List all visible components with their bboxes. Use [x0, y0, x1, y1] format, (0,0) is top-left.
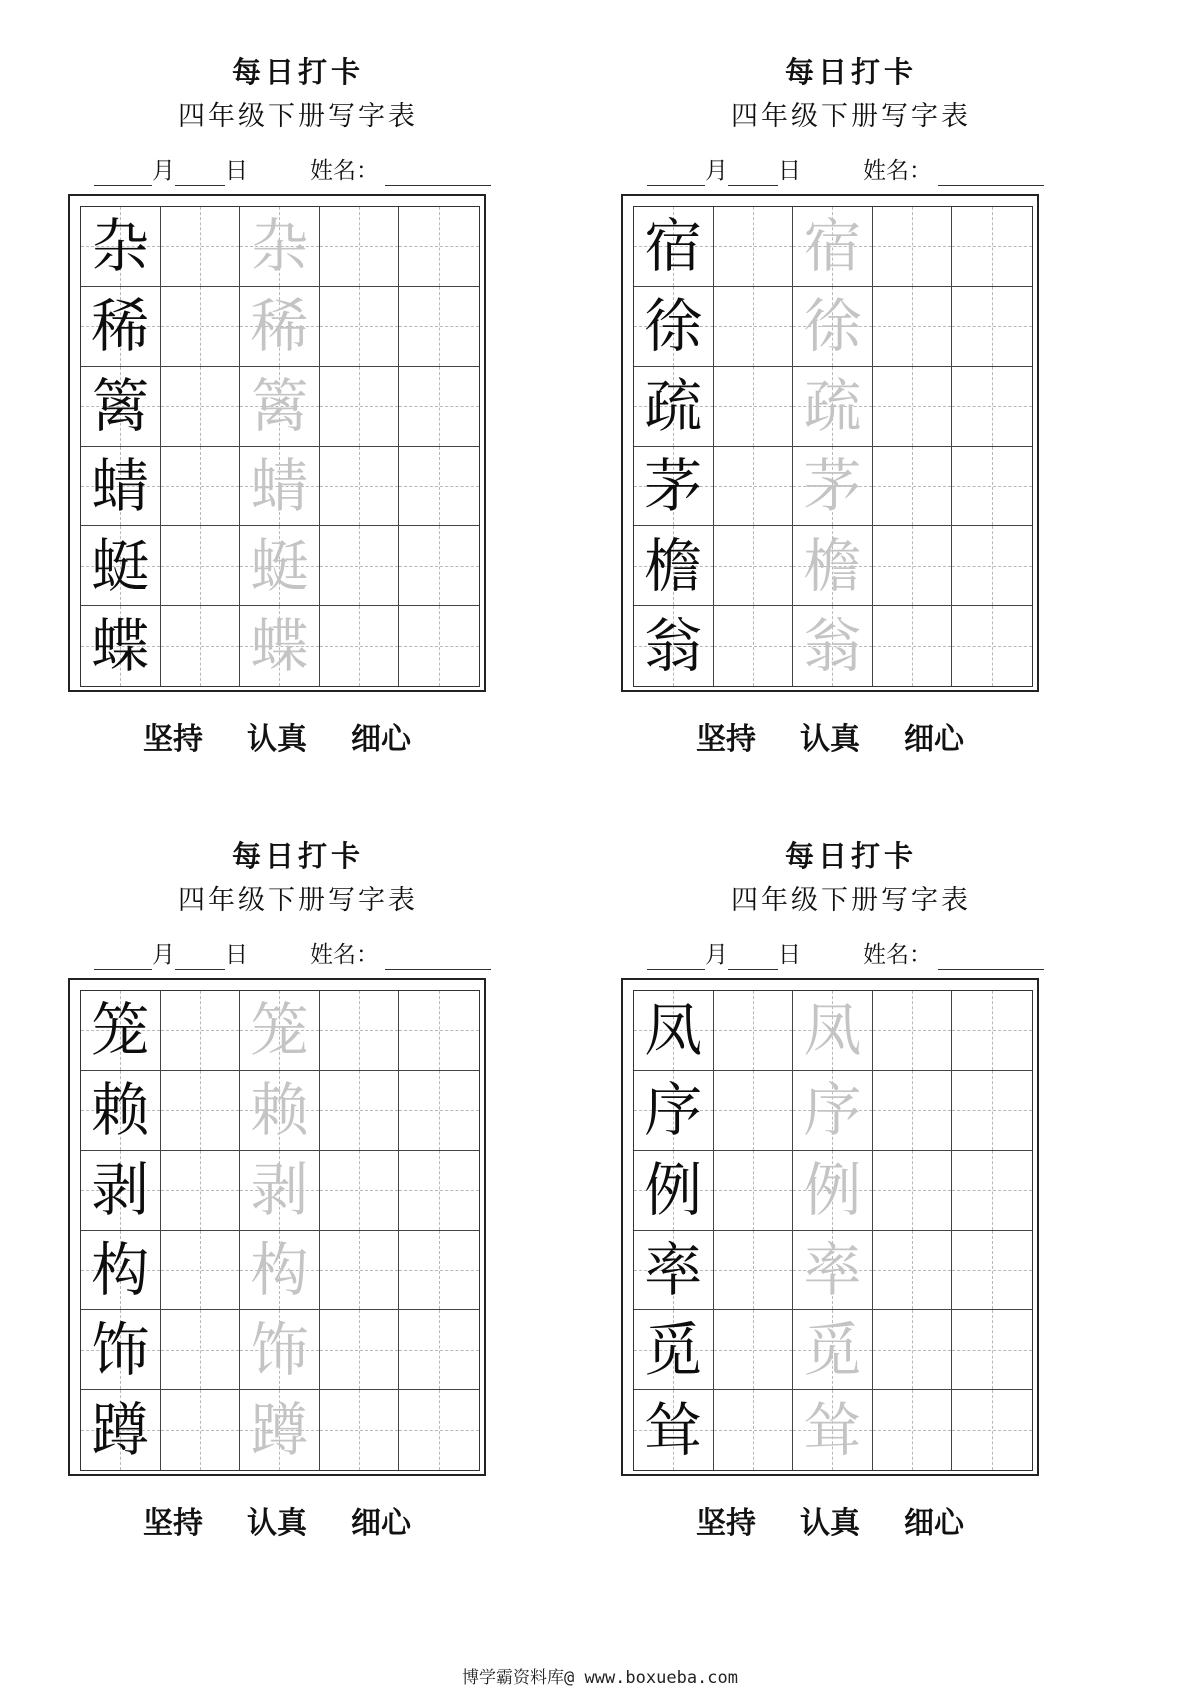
trace-cell: [793, 1071, 873, 1151]
model-cell: [81, 1231, 161, 1311]
model-cell: [634, 207, 714, 287]
model-cell: [634, 1151, 714, 1231]
model-character: 赖: [91, 1076, 150, 1145]
trace-character: 蜻: [250, 451, 309, 520]
day-blank[interactable]: [728, 155, 778, 186]
day-label: 日: [778, 158, 801, 184]
practice-cell[interactable]: [320, 606, 400, 686]
practice-cell[interactable]: [714, 287, 794, 367]
month-blank[interactable]: [94, 939, 152, 970]
trace-cell: [793, 1151, 873, 1231]
writing-grid-frame: [621, 194, 1039, 692]
motto-word: 细心: [351, 1506, 411, 1541]
sheet-title: 每日打卡: [231, 55, 364, 89]
practice-cell[interactable]: [714, 606, 794, 686]
practice-cell[interactable]: [952, 1071, 1032, 1151]
sheet-title: 每日打卡: [231, 839, 364, 873]
trace-character: 杂: [250, 212, 309, 281]
trace-character: 徐: [803, 292, 862, 361]
month-label: 月: [705, 942, 728, 968]
practice-cell[interactable]: [873, 1071, 953, 1151]
model-cell: [634, 1390, 714, 1470]
writing-grid: [80, 990, 480, 1471]
model-character: 例: [644, 1156, 703, 1225]
trace-cell: [240, 1231, 320, 1311]
model-cell: [81, 1310, 161, 1390]
sheet-subtitle: 四年级下册写字表: [731, 885, 971, 916]
motto-row: [68, 1502, 486, 1546]
model-cell: [634, 1071, 714, 1151]
model-character: 翁: [644, 612, 703, 681]
practice-sheet: [68, 42, 528, 757]
practice-cell[interactable]: [161, 1310, 241, 1390]
model-cell: [81, 526, 161, 606]
motto-word: 坚持: [696, 1506, 756, 1541]
practice-cell[interactable]: [714, 526, 794, 606]
practice-cell[interactable]: [714, 1390, 794, 1470]
trace-character: 赖: [250, 1076, 309, 1145]
practice-cell[interactable]: [952, 1390, 1032, 1470]
model-character: 檐: [644, 531, 703, 600]
trace-character: 蹲: [250, 1396, 309, 1465]
model-character: 笼: [91, 996, 150, 1065]
trace-cell: [240, 207, 320, 287]
model-character: 饰: [91, 1315, 150, 1384]
practice-cell[interactable]: [161, 207, 241, 287]
practice-cell[interactable]: [714, 1151, 794, 1231]
trace-cell: [793, 991, 873, 1071]
month-blank[interactable]: [94, 155, 152, 186]
trace-character: 序: [803, 1076, 862, 1145]
practice-cell[interactable]: [399, 367, 479, 447]
month-label: 月: [705, 158, 728, 184]
date-name-row: [94, 934, 534, 976]
practice-sheet: [621, 42, 1081, 757]
practice-cell[interactable]: [952, 991, 1032, 1071]
writing-grid-frame: [621, 978, 1039, 1476]
model-character: 篱: [91, 372, 150, 441]
motto-word: 细心: [904, 722, 964, 757]
trace-character: 茅: [803, 451, 862, 520]
practice-cell[interactable]: [873, 526, 953, 606]
day-label: 日: [778, 942, 801, 968]
trace-character: 例: [803, 1156, 862, 1225]
practice-cell[interactable]: [320, 447, 400, 527]
model-cell: [81, 367, 161, 447]
trace-cell: [240, 526, 320, 606]
trace-cell: [793, 1231, 873, 1311]
trace-character: 饰: [250, 1315, 309, 1384]
practice-cell[interactable]: [873, 1310, 953, 1390]
trace-character: 蜓: [250, 531, 309, 600]
motto-word: 细心: [351, 722, 411, 757]
practice-cell[interactable]: [399, 991, 479, 1071]
model-character: 杂: [91, 212, 150, 281]
motto-word: 坚持: [696, 722, 756, 757]
model-character: 凤: [644, 996, 703, 1065]
model-cell: [81, 207, 161, 287]
writing-grid-frame: [68, 978, 486, 1476]
sheet-subtitle: 四年级下册写字表: [731, 101, 971, 132]
sheet-subtitle: 四年级下册写字表: [178, 101, 418, 132]
trace-cell: [793, 1310, 873, 1390]
model-cell: [81, 991, 161, 1071]
month-label: 月: [152, 158, 175, 184]
writing-grid: [633, 990, 1033, 1471]
practice-cell[interactable]: [399, 207, 479, 287]
trace-character: 耸: [803, 1396, 862, 1465]
practice-cell[interactable]: [161, 1390, 241, 1470]
model-cell: [81, 447, 161, 527]
day-blank[interactable]: [175, 939, 225, 970]
sheet-subtitle: 四年级下册写字表: [178, 885, 418, 916]
footer-watermark: 博学霸资料库@ www.boxueba.com: [462, 1668, 738, 1688]
model-character: 蝶: [91, 612, 150, 681]
practice-cell[interactable]: [320, 1231, 400, 1311]
practice-cell[interactable]: [161, 606, 241, 686]
practice-cell[interactable]: [161, 1151, 241, 1231]
month-blank[interactable]: [647, 939, 705, 970]
practice-cell[interactable]: [952, 1231, 1032, 1311]
name-label: 姓名：: [863, 158, 932, 184]
trace-cell: [240, 606, 320, 686]
trace-character: 篱: [250, 372, 309, 441]
trace-cell: [240, 1071, 320, 1151]
model-cell: [81, 1151, 161, 1231]
practice-cell[interactable]: [952, 287, 1032, 367]
model-character: 蜓: [91, 531, 150, 600]
model-cell: [634, 526, 714, 606]
trace-cell: [240, 367, 320, 447]
day-label: 日: [225, 942, 248, 968]
practice-cell[interactable]: [399, 526, 479, 606]
motto-row: [621, 718, 1039, 762]
trace-character: 觅: [803, 1315, 862, 1384]
model-cell: [81, 1071, 161, 1151]
practice-cell[interactable]: [714, 367, 794, 447]
practice-cell[interactable]: [399, 287, 479, 367]
trace-cell: [793, 526, 873, 606]
motto-word: 认真: [247, 722, 307, 757]
month-blank[interactable]: [647, 155, 705, 186]
model-character: 剥: [91, 1156, 150, 1225]
trace-cell: [793, 287, 873, 367]
trace-cell: [793, 606, 873, 686]
model-character: 觅: [644, 1315, 703, 1384]
practice-cell[interactable]: [873, 287, 953, 367]
practice-cell[interactable]: [320, 1071, 400, 1151]
trace-character: 蝶: [250, 612, 309, 681]
trace-cell: [240, 1151, 320, 1231]
practice-cell[interactable]: [399, 1151, 479, 1231]
model-cell: [634, 991, 714, 1071]
practice-cell[interactable]: [320, 991, 400, 1071]
name-blank[interactable]: [938, 939, 1044, 970]
practice-cell[interactable]: [873, 991, 953, 1071]
trace-cell: [240, 991, 320, 1071]
practice-cell[interactable]: [714, 1071, 794, 1151]
practice-cell[interactable]: [873, 1151, 953, 1231]
model-character: 稀: [91, 292, 150, 361]
motto-word: 坚持: [143, 722, 203, 757]
trace-cell: [240, 447, 320, 527]
trace-character: 稀: [250, 292, 309, 361]
practice-cell[interactable]: [399, 447, 479, 527]
writing-grid: [80, 206, 480, 687]
trace-character: 疏: [803, 372, 862, 441]
trace-cell: [793, 367, 873, 447]
day-blank[interactable]: [175, 155, 225, 186]
month-label: 月: [152, 942, 175, 968]
practice-cell[interactable]: [320, 526, 400, 606]
writing-grid: [633, 206, 1033, 687]
trace-cell: [240, 287, 320, 367]
practice-cell[interactable]: [714, 207, 794, 287]
practice-cell[interactable]: [320, 1310, 400, 1390]
practice-cell[interactable]: [161, 526, 241, 606]
practice-cell[interactable]: [320, 367, 400, 447]
practice-sheet: [68, 826, 528, 1541]
sheet-title: 每日打卡: [784, 839, 917, 873]
motto-word: 细心: [904, 1506, 964, 1541]
trace-character: 构: [250, 1235, 309, 1304]
day-label: 日: [225, 158, 248, 184]
practice-cell[interactable]: [952, 526, 1032, 606]
practice-cell[interactable]: [320, 1390, 400, 1470]
practice-cell[interactable]: [161, 991, 241, 1071]
motto-word: 认真: [800, 1506, 860, 1541]
practice-cell[interactable]: [320, 1151, 400, 1231]
practice-cell[interactable]: [161, 1231, 241, 1311]
trace-character: 笼: [250, 996, 309, 1065]
name-blank[interactable]: [385, 939, 491, 970]
name-blank[interactable]: [938, 155, 1044, 186]
practice-cell[interactable]: [320, 287, 400, 367]
practice-cell[interactable]: [873, 447, 953, 527]
practice-cell[interactable]: [873, 367, 953, 447]
trace-cell: [793, 207, 873, 287]
practice-cell[interactable]: [873, 1390, 953, 1470]
practice-cell[interactable]: [952, 447, 1032, 527]
trace-cell: [793, 1390, 873, 1470]
model-cell: [634, 367, 714, 447]
model-cell: [634, 1310, 714, 1390]
model-character: 序: [644, 1076, 703, 1145]
practice-cell[interactable]: [399, 1390, 479, 1470]
practice-cell[interactable]: [399, 1231, 479, 1311]
date-name-row: [94, 150, 534, 192]
trace-cell: [240, 1310, 320, 1390]
model-character: 蹲: [91, 1396, 150, 1465]
practice-cell[interactable]: [873, 1231, 953, 1311]
model-character: 耸: [644, 1396, 703, 1465]
practice-cell[interactable]: [952, 207, 1032, 287]
practice-cell[interactable]: [161, 367, 241, 447]
practice-cell[interactable]: [399, 1310, 479, 1390]
sheet-title: 每日打卡: [784, 55, 917, 89]
practice-cell[interactable]: [399, 606, 479, 686]
model-cell: [81, 606, 161, 686]
motto-row: [68, 718, 486, 762]
model-cell: [634, 606, 714, 686]
practice-cell[interactable]: [320, 207, 400, 287]
trace-character: 檐: [803, 531, 862, 600]
motto-word: 坚持: [143, 1506, 203, 1541]
model-character: 蜻: [91, 451, 150, 520]
model-character: 率: [644, 1235, 703, 1304]
trace-cell: [793, 447, 873, 527]
practice-cell[interactable]: [714, 1310, 794, 1390]
model-cell: [634, 447, 714, 527]
motto-word: 认真: [247, 1506, 307, 1541]
trace-character: 凤: [803, 996, 862, 1065]
practice-cell[interactable]: [161, 447, 241, 527]
model-character: 宿: [644, 212, 703, 281]
practice-cell[interactable]: [714, 991, 794, 1071]
model-character: 构: [91, 1235, 150, 1304]
model-cell: [634, 1231, 714, 1311]
practice-cell[interactable]: [952, 1310, 1032, 1390]
practice-cell[interactable]: [161, 1071, 241, 1151]
practice-sheet: [621, 826, 1081, 1541]
motto-word: 认真: [800, 722, 860, 757]
writing-grid-frame: [68, 194, 486, 692]
model-character: 徐: [644, 292, 703, 361]
practice-cell[interactable]: [952, 606, 1032, 686]
practice-cell[interactable]: [161, 287, 241, 367]
practice-cell[interactable]: [873, 207, 953, 287]
model-cell: [634, 287, 714, 367]
date-name-row: [647, 150, 1087, 192]
practice-cell[interactable]: [873, 606, 953, 686]
trace-cell: [240, 1390, 320, 1470]
trace-character: 宿: [803, 212, 862, 281]
name-blank[interactable]: [385, 155, 491, 186]
practice-cell[interactable]: [714, 447, 794, 527]
trace-character: 率: [803, 1235, 862, 1304]
trace-character: 翁: [803, 612, 862, 681]
practice-cell[interactable]: [952, 1151, 1032, 1231]
model-character: 茅: [644, 451, 703, 520]
motto-row: [621, 1502, 1039, 1546]
practice-cell[interactable]: [714, 1231, 794, 1311]
name-label: 姓名：: [863, 942, 932, 968]
practice-cell[interactable]: [399, 1071, 479, 1151]
model-cell: [81, 287, 161, 367]
model-cell: [81, 1390, 161, 1470]
model-character: 疏: [644, 372, 703, 441]
date-name-row: [647, 934, 1087, 976]
day-blank[interactable]: [728, 939, 778, 970]
practice-cell[interactable]: [952, 367, 1032, 447]
name-label: 姓名：: [310, 158, 379, 184]
name-label: 姓名：: [310, 942, 379, 968]
trace-character: 剥: [250, 1156, 309, 1225]
